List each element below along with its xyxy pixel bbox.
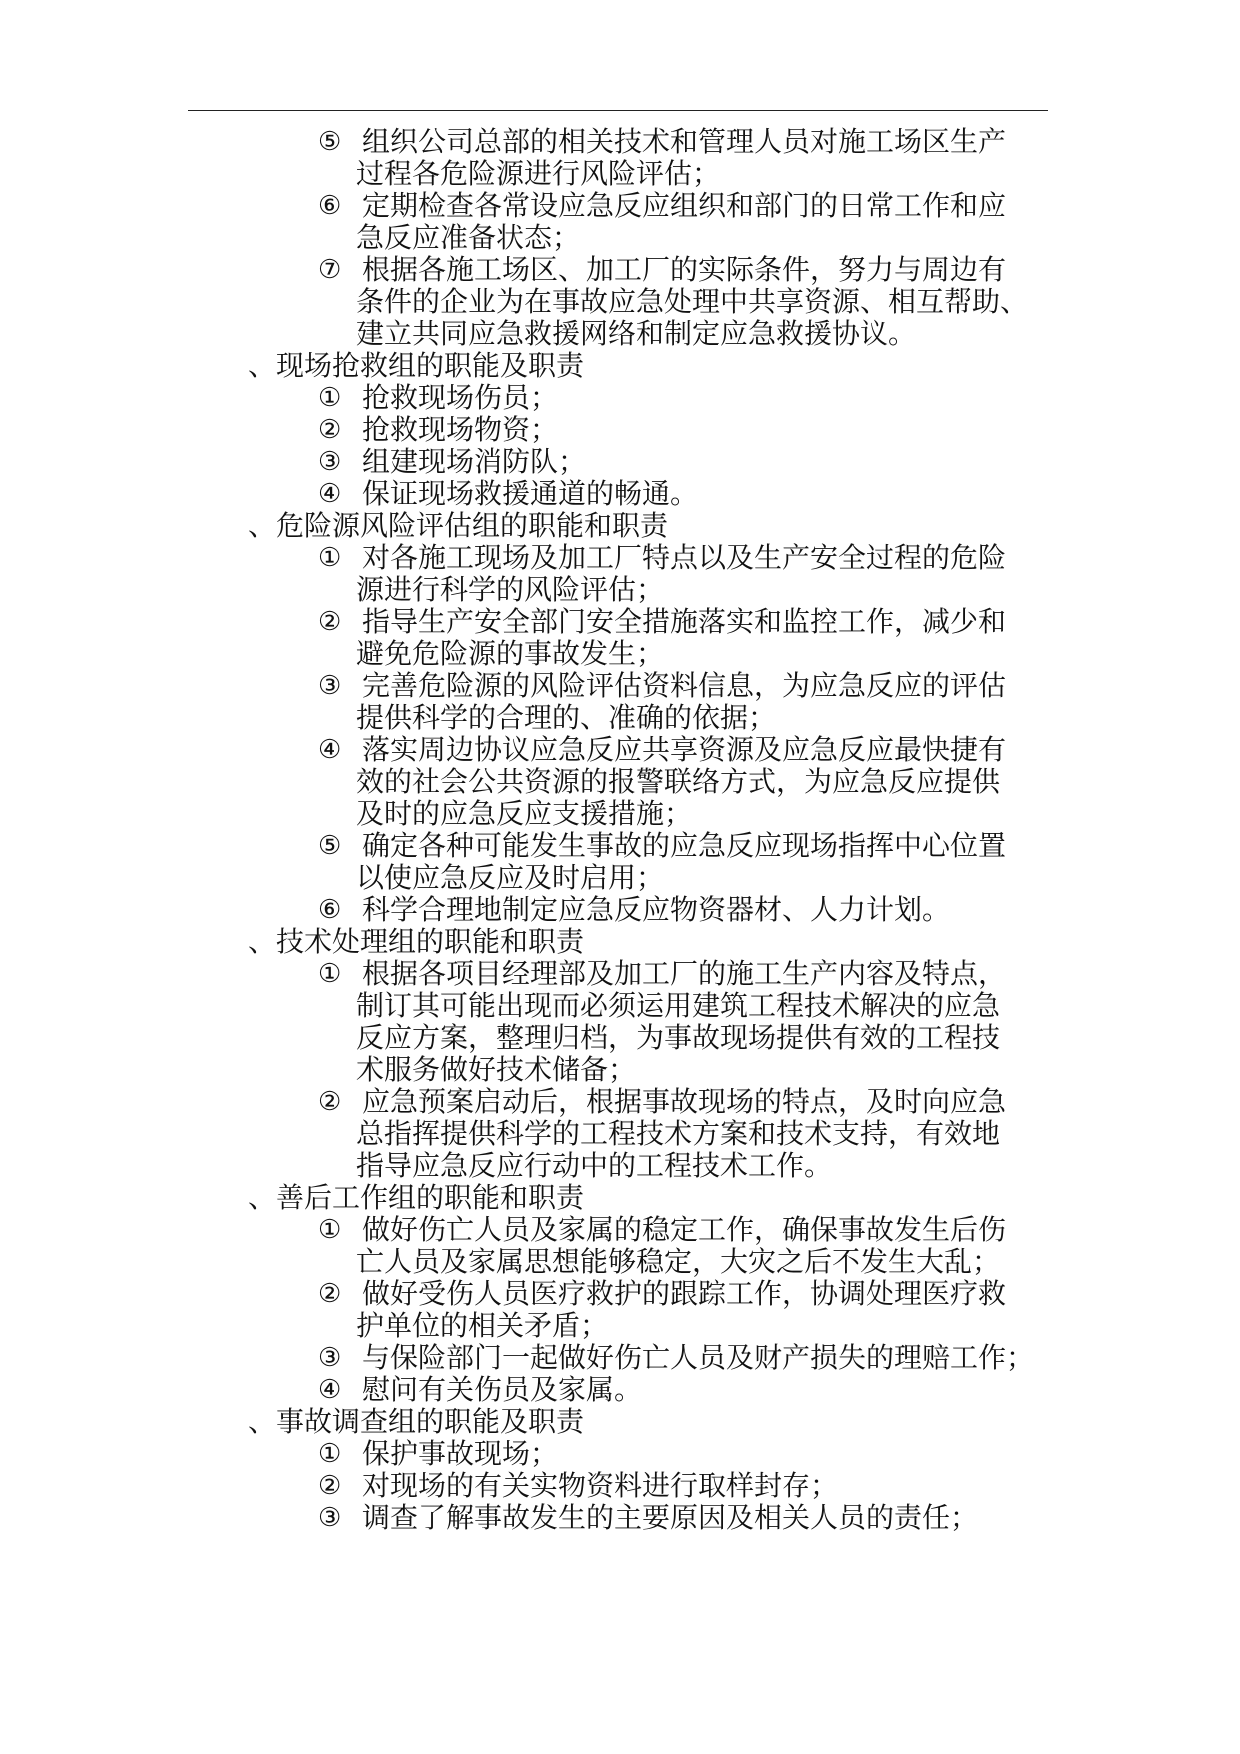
list-item-number: ② <box>318 1471 342 1501</box>
list-item-text-line: 制订其可能出现而必须运用建筑工程技术解决的应急 <box>356 989 1001 1022</box>
list-item-text-line: 保护事故现场； <box>362 1437 559 1470</box>
list-item-text-line: 效的社会公共资源的报警联络方式，为应急反应提供 <box>356 765 1001 798</box>
list-item-text-line: 总指挥提供科学的工程技术方案和技术支持，有效地 <box>356 1117 1001 1150</box>
list-item-number: ⑥ <box>318 191 342 221</box>
list-item <box>318 1086 1054 1182</box>
list-item-text-line: 护单位的相关矛盾； <box>356 1309 609 1342</box>
list-item-text-line: 亡人员及家属思想能够稳定，大灾之后不发生大乱； <box>356 1245 1001 1278</box>
list-item <box>318 190 1054 254</box>
list-item <box>318 1438 1054 1470</box>
list-item-number: ① <box>318 383 342 413</box>
list-item-text-line: 完善危险源的风险评估资料信息，为应急反应的评估 <box>362 669 1007 702</box>
list-item-text-line: 应急预案启动后，根据事故现场的特点，及时向应急 <box>362 1085 1007 1118</box>
list-item-text-line: 确定各种可能发生事故的应急反应现场指挥中心位置 <box>362 829 1007 862</box>
list-item-number: ⑤ <box>318 127 342 157</box>
list-item-number: ② <box>318 607 342 637</box>
list-item-text-line: 急反应准备状态； <box>356 221 581 254</box>
list-item <box>318 1214 1054 1278</box>
section-heading: 、善后工作组的职能和职责 <box>248 1181 585 1214</box>
list-item-number: ① <box>318 1439 342 1469</box>
list-item-number: ② <box>318 1087 342 1117</box>
list-item <box>318 382 1054 414</box>
list-item-number: ⑤ <box>318 831 342 861</box>
section-heading: 、事故调查组的职能及职责 <box>248 1405 585 1438</box>
list-item-text-line: 落实周边协议应急反应共享资源及应急反应最快捷有 <box>362 733 1007 766</box>
list-item-text-line: 科学合理地制定应急反应物资器材、人力计划。 <box>362 893 951 926</box>
list-item <box>318 414 1054 446</box>
list-item-text-line: 调查了解事故发生的主要原因及相关人员的责任； <box>362 1501 979 1534</box>
list-item <box>318 1502 1054 1534</box>
list-item-text-line: 抢救现场物资； <box>362 413 559 446</box>
list-item-number: ④ <box>318 479 342 509</box>
list-item-text-line: 组建现场消防队； <box>362 445 587 478</box>
list-item-text-line: 与保险部门一起做好伤亡人员及财产损失的理赔工作； <box>362 1341 1035 1374</box>
list-item <box>318 670 1054 734</box>
list-item-text-line: 建立共同应急救援网络和制定应急救援协议。 <box>356 317 917 350</box>
list-item-number: ② <box>318 415 342 445</box>
list-item-text-line: 提供科学的合理的、准确的依据； <box>356 701 777 734</box>
list-item-text-line: 指导应急反应行动中的工程技术工作。 <box>356 1149 833 1182</box>
list-item-text-line: 做好伤亡人员及家属的稳定工作，确保事故发生后伤 <box>362 1213 1007 1246</box>
list-item-number: ③ <box>318 671 342 701</box>
list-item-text-line: 慰问有关伤员及家属。 <box>362 1373 643 1406</box>
list-item-text-line: 指导生产安全部门安全措施落实和监控工作，减少和 <box>362 605 1007 638</box>
list-item-number: ① <box>318 1215 342 1245</box>
list-item-number: ④ <box>318 1375 342 1405</box>
list-item <box>318 126 1054 190</box>
list-item-text-line: 避免危险源的事故发生； <box>356 637 665 670</box>
list-item-text-line: 对现场的有关实物资料进行取样封存； <box>362 1469 839 1502</box>
list-item-number: ③ <box>318 1343 342 1373</box>
list-item-text-line: 根据各项目经理部及加工厂的施工生产内容及特点， <box>362 957 1007 990</box>
list-item-number: ③ <box>318 1503 342 1533</box>
list-item <box>318 894 1054 926</box>
list-item-text-line: 条件的企业为在事故应急处理中共享资源、相互帮助、 <box>356 285 1029 318</box>
list-item-text-line: 反应方案，整理归档，为事故现场提供有效的工程技 <box>356 1021 1001 1054</box>
list-item-number: ⑥ <box>318 895 342 925</box>
list-item-text-line: 及时的应急反应支援措施； <box>356 797 693 830</box>
list-item-text-line: 组织公司总部的相关技术和管理人员对施工场区生产 <box>362 125 1007 158</box>
list-item-text-line: 对各施工现场及加工厂特点以及生产安全过程的危险 <box>362 541 1007 574</box>
section-heading: 、技术处理组的职能和职责 <box>248 925 585 958</box>
list-item-text-line: 抢救现场伤员； <box>362 381 559 414</box>
list-item-number: ② <box>318 1279 342 1309</box>
list-item <box>318 1342 1054 1374</box>
list-item <box>318 478 1054 510</box>
list-item <box>318 1278 1054 1342</box>
list-item-text-line: 做好受伤人员医疗救护的跟踪工作，协调处理医疗救 <box>362 1277 1007 1310</box>
list-item-number: ③ <box>318 447 342 477</box>
list-item-number: ① <box>318 543 342 573</box>
list-item-number: ① <box>318 959 342 989</box>
list-item <box>318 958 1054 1086</box>
list-item <box>318 1374 1054 1406</box>
list-item-text-line: 保证现场救援通道的畅通。 <box>362 477 699 510</box>
list-item <box>318 606 1054 670</box>
section-heading: 、现场抢救组的职能及职责 <box>248 349 585 382</box>
list-item-text-line: 源进行科学的风险评估； <box>356 573 665 606</box>
list-item <box>318 734 1054 830</box>
list-item-text-line: 根据各施工场区、加工厂的实际条件，努力与周边有 <box>362 253 1007 286</box>
list-item <box>318 830 1054 894</box>
list-item <box>318 542 1054 606</box>
list-item-number: ④ <box>318 735 342 765</box>
header-rule <box>188 110 1048 111</box>
list-item-text-line: 过程各危险源进行风险评估； <box>356 157 721 190</box>
list-item-text-line: 定期检查各常设应急反应组织和部门的日常工作和应 <box>362 189 1007 222</box>
list-item-number: ⑦ <box>318 255 342 285</box>
list-item-text-line: 术服务做好技术储备； <box>356 1053 637 1086</box>
list-item <box>318 1470 1054 1502</box>
list-item-text-line: 以使应急反应及时启用； <box>356 861 665 894</box>
document-body <box>0 126 1240 1534</box>
section-heading: 、危险源风险评估组的职能和职责 <box>248 509 669 542</box>
list-item <box>318 254 1054 350</box>
list-item <box>318 446 1054 478</box>
